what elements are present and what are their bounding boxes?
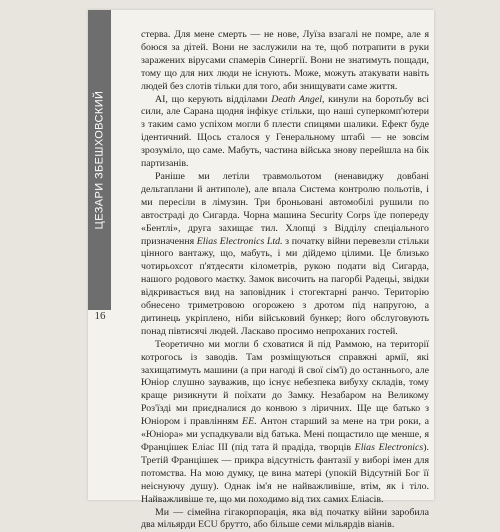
page-number: 16 xyxy=(94,310,106,322)
side-tab xyxy=(88,10,111,310)
text-run: . Антон старший за мене на три роки, а «Юніора» ми успадкували від батька. Мені пощастило ще менше, я Францішек Еліас III (під тата й прадіда, творців xyxy=(141,416,429,453)
text-run: Раніше ми летіли травмольотом (ненавиджу довбані дельтаплани й антиполе), але впала Система контролю польотів, і ми пересіли в лімузин. Три броньовані автомобілі рушили по автостраді до Сигарда. Чорна машина Security Corps їде попереду «Бентлі», друга захищає тил. Хлопці з Відділу спеціального призначення xyxy=(141,170,429,247)
text-run: з початку війни перевезли стільки цінного вантажу, що, мабуть, і ми дійдемо цілими. Це близько чотирьохсот п'ятдесяти кілометрів, рукою подати від Сигарда, нашого родового маєтку. Замок височить на пагорбі Радецьі, звідки відкривається вид на заповідник і стогектарні ранчо. Територію обнесено триметровою огорожею з дротом під напругою, а дитинець укріплено, ніби військовий бункер; його обслуговують понад півтисячі людей. Ласкаво просимо непроханих гостей. xyxy=(141,235,429,337)
paragraph xyxy=(141,339,429,507)
paragraph xyxy=(141,94,429,171)
italic-text: Elias Electronics xyxy=(354,442,424,453)
text-run: , кинули на боротьбу всі сили, але Сарана щодня інфікує стільки, що наші суперкомп'ютери з таким само успіхом могли б плести спицями шалики. Ефект буде ідентичний. Щось сталося у Генеральному штабі — не зовсім зрозуміло, що саме. Мабуть, частина війська знову перейшла на бік партизанів. xyxy=(141,93,430,170)
text-run: стерва. Для мене смерть — не нове, Луїза взагалі не помре, але я боюся за дітей. Вони не заслужили на те, щоб потрапити в руки заражених вірусами спамерів Синергії. Вони не знатимуть пощади, тому що для них люди не існують. Може, можуть атакувати навіть людей без слотів тільки для того, аби знищувати саме життя. xyxy=(141,29,429,92)
italic-text: Elias Electronics Ltd. xyxy=(196,235,283,247)
text-run: AI, що керують відділами xyxy=(155,93,272,105)
paragraph xyxy=(141,171,429,339)
italic-text: Death Angel xyxy=(271,93,322,105)
book-page xyxy=(88,10,434,531)
text-run: ). Третій Францішек — прикра відсутність фантазії у виборі імен для потомства. На мою думку, це вина матері (упокій Відсутній Бог її неіснуючу душу). Однак ім'я не найважливіше, втім, як і тіло. Найважливіше те, що ми походимо від тих самих Еліасів. xyxy=(141,442,429,505)
text-run: Теоретично ми могли б сховатися й під Раммою, на території котрогось із заводів. Там розміщуються справжні армії, які захищатимуть машини (а при нагоді й свої сім'ї) до останнього, але Юніор слушно зауважив, що існує небезпека вибуху складів, тому краще ризикнути й поїхати до Замку. Незабаром на Великому Роз'їзді ми приєдналися до конвою з ліричних. Ще ще батько з Юніором і правлінням xyxy=(141,338,429,428)
italic-text: EE xyxy=(242,416,255,428)
text-run: Ми — сімейна гігакорпорація, яка від початку війни заробила два мільярди ECU брутто, або більше семи мільярдів віанів. xyxy=(141,506,429,531)
paragraph xyxy=(141,507,429,532)
author-running-head: ЦЕЗАРИ ЗБЕШХОВСКИЙ xyxy=(93,90,106,230)
body-text xyxy=(141,29,429,532)
paragraph xyxy=(141,29,429,94)
